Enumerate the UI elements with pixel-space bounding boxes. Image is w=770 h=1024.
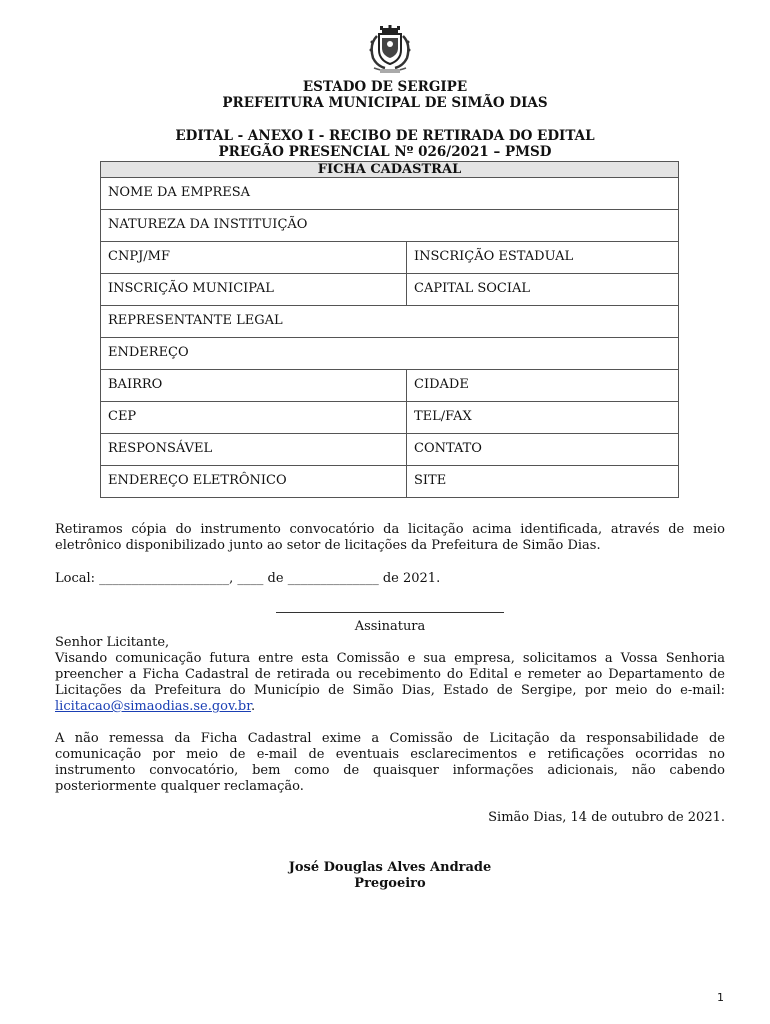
form-field-cell[interactable]: RESPONSÁVEL xyxy=(101,434,407,466)
instructions-text: Visando comunicação futura entre esta Comissão e sua empresa, solicitamos a Vossa Senhoria preencher a Ficha Cadastral de retirada ou recebimento do Edital e remeter ao Departamento de Licitações da Prefeitura do Município de Simão Dias, Estado de Sergipe, por meio do e-mail: xyxy=(55,651,725,698)
form-row xyxy=(101,210,679,242)
email-suffix: . xyxy=(251,699,256,714)
form-field-cell[interactable]: ENDEREÇO xyxy=(101,338,679,370)
form-row xyxy=(101,434,679,466)
form-field-cell[interactable]: CNPJ/MF xyxy=(101,242,407,274)
form-field-cell[interactable]: CEP xyxy=(101,402,407,434)
instructions-paragraph xyxy=(55,651,725,715)
prefecture-heading: PREFEITURA MUNICIPAL DE SIMÃO DIAS xyxy=(222,95,548,111)
form-field-cell[interactable]: NOME DA EMPRESA xyxy=(101,178,679,210)
form-field-cell[interactable]: REPRESENTANTE LEGAL xyxy=(101,306,679,338)
form-row xyxy=(101,402,679,434)
form-row xyxy=(101,466,679,498)
form-title: FICHA CADASTRAL xyxy=(101,162,679,178)
form-row xyxy=(101,338,679,370)
salutation: Senhor Licitante, xyxy=(55,635,170,650)
form-field-cell[interactable]: CIDADE xyxy=(407,370,679,402)
coat-of-arms-logo xyxy=(360,24,420,76)
edital-heading: EDITAL - ANEXO I - RECIBO DE RETIRADA DO EDITAL xyxy=(175,128,595,144)
form-field-cell[interactable]: CAPITAL SOCIAL xyxy=(407,274,679,306)
form-field-cell[interactable]: BAIRRO xyxy=(101,370,407,402)
pregao-heading: PREGÃO PRESENCIAL Nº 026/2021 – PMSD xyxy=(218,144,552,160)
form-title-row xyxy=(101,162,679,178)
form-field-cell[interactable]: INSCRIÇÃO ESTADUAL xyxy=(407,242,679,274)
form-field-cell[interactable]: TEL/FAX xyxy=(407,402,679,434)
local-date-line: Local: ____________________, ____ de ______________ de 2021. xyxy=(55,571,441,586)
signatory-name: José Douglas Alves Andrade xyxy=(288,860,492,875)
registration-form-table xyxy=(100,161,679,498)
signature-line xyxy=(276,612,504,613)
form-field-cell[interactable]: CONTATO xyxy=(407,434,679,466)
signature-label: Assinatura xyxy=(354,619,426,634)
form-row xyxy=(101,306,679,338)
email-link[interactable]: licitacao@simaodias.se.gov.br xyxy=(55,699,252,714)
signatory-role: Pregoeiro xyxy=(354,876,426,891)
form-field-cell[interactable]: SITE xyxy=(407,466,679,498)
form-field-cell[interactable]: ENDEREÇO ELETRÔNICO xyxy=(101,466,407,498)
form-row xyxy=(101,242,679,274)
state-heading: ESTADO DE SERGIPE xyxy=(302,79,468,95)
page-number: 1 xyxy=(717,991,724,1004)
date-line: Simão Dias, 14 de outubro de 2021. xyxy=(488,810,725,825)
disclaimer-paragraph: A não remessa da Ficha Cadastral exime a Comissão de Licitação da responsabilidade de comunicação por meio de e-mail de eventuais esclarecimentos e retificações ocorridas no instrumento convocatório, bem como de quaisquer informações adicionais, não cabendo posteriormente qualquer reclamação. xyxy=(55,731,725,794)
form-row xyxy=(101,274,679,306)
form-row xyxy=(101,370,679,402)
retrieval-paragraph: Retiramos cópia do instrumento convocatório da licitação acima identificada, através de meio eletrônico disponibilizado junto ao setor de licitações da Prefeitura de Simão Dias. xyxy=(55,522,725,553)
form-row xyxy=(101,178,679,210)
form-field-cell[interactable]: NATUREZA DA INSTITUIÇÃO xyxy=(101,210,679,242)
form-field-cell[interactable]: INSCRIÇÃO MUNICIPAL xyxy=(101,274,407,306)
